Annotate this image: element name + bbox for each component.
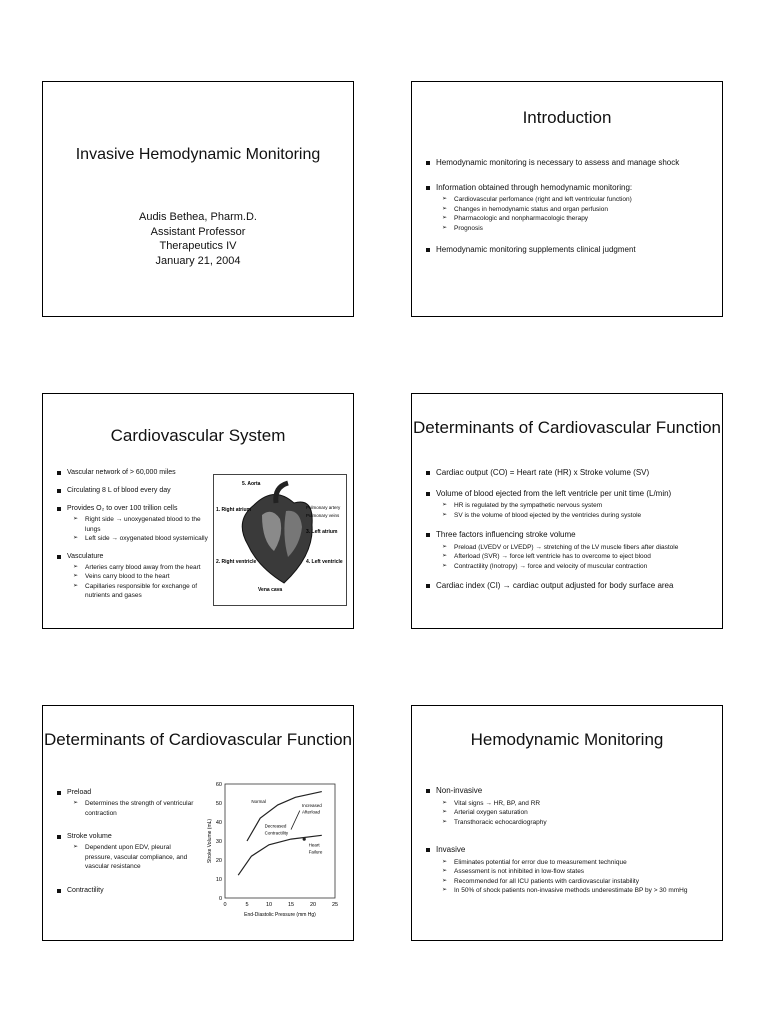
diagram-label: Pulmonary artery xyxy=(306,505,341,510)
bullet-item xyxy=(426,845,718,896)
frank-starling-chart-svg xyxy=(203,776,343,926)
bullet-item xyxy=(426,786,718,827)
bullet-text: Information obtained through hemodynamic monitoring: xyxy=(436,182,633,192)
y-tick-label: 50 xyxy=(215,801,222,807)
bullet-item xyxy=(426,530,718,571)
sub-bullet-item: ➢ Dependent upon EDV, pleural pressure, vascular compliance, and vascular resistance xyxy=(67,843,199,872)
slide-heading: Hemodynamic Monitoring xyxy=(470,730,664,749)
bullet-item: Cardiac index (CI) → cardiac output adjusted for body surface area xyxy=(426,581,718,592)
slide-heading: Cardiovascular System xyxy=(110,426,286,445)
sub-bullet-item: ➢ SV is the volume of blood ejected by the ventricles during systole xyxy=(436,511,718,521)
bullet-list xyxy=(57,788,199,902)
sub-bullet-item: ➢ Afterload (SVR) → force left ventricle has to overcome to eject blood xyxy=(436,552,718,562)
sub-bullet-item: ➢ Arteries carry blood away from the heart xyxy=(67,563,211,573)
slide-determinants-cardiovascular-function xyxy=(411,393,723,629)
slide-heading: Introduction xyxy=(522,108,612,127)
y-tick-label: 0 xyxy=(218,896,222,902)
bullet-item xyxy=(57,788,199,818)
heart-diagram xyxy=(213,474,347,606)
sub-bullet-item: ➢ HR is regulated by the sympathetic nervous system xyxy=(436,501,718,511)
diagram-label: 5. Aorta xyxy=(242,481,261,487)
sub-bullet-item: ➢ Transthoracic echocardiography xyxy=(436,818,718,828)
bullet-item: Cardiac output (CO) = Heart rate (HR) x Stroke volume (SV) xyxy=(426,468,718,479)
bullet-item xyxy=(57,552,211,601)
heart-diagram-svg xyxy=(214,475,346,605)
diagram-label: 3. Left atrium xyxy=(306,529,338,535)
sub-bullet-item: ➢ Contractility (Inotropy) → force and velocity of muscular contraction xyxy=(436,562,718,572)
bullet-text: Stroke volume xyxy=(67,833,112,840)
x-axis-label: End-Diastolic Pressure (mm Hg) xyxy=(244,912,316,918)
annotation-label: Failure xyxy=(308,849,323,855)
y-tick-label: 30 xyxy=(215,839,222,845)
bullet-item xyxy=(57,832,199,872)
plot-area xyxy=(225,784,335,898)
bullet-list xyxy=(426,158,716,263)
sub-bullet-list xyxy=(67,843,199,872)
slide-title-heading: Invasive Hemodynamic Monitoring xyxy=(75,146,321,163)
slide-heading: Determinants of Cardiovascular Function xyxy=(412,418,722,437)
presentation-date: January 21, 2004 xyxy=(155,254,241,267)
diagram-label: 1. Right atrium xyxy=(216,507,252,513)
diagram-label: Vena cava xyxy=(258,587,283,593)
y-tick-label: 20 xyxy=(215,858,222,864)
sub-bullet-item: ➢ Capillaries responsible for exchange of nutrients and gases xyxy=(67,582,211,601)
y-axis-label: Stroke Volume (mL) xyxy=(207,818,213,864)
diagram-label: 2. Right ventricle xyxy=(216,559,257,565)
bullet-item: Contractility xyxy=(57,886,199,895)
x-tick-label: 25 xyxy=(331,902,339,908)
author-name: Audis Bethea, Pharm.D. xyxy=(138,211,257,223)
annotation-label: Heart xyxy=(308,842,320,848)
bullet-item xyxy=(57,504,211,544)
slide-heading: Determinants of Cardiovascular Function xyxy=(43,730,353,749)
sub-bullet-item: ➢ Recommended for all ICU patients with cardiovascular instability xyxy=(436,877,718,887)
sub-bullet-list xyxy=(436,543,718,572)
diagram-label: 4. Left ventricle xyxy=(306,559,343,565)
sub-bullet-item: ➢ In 50% of shock patients non-invasive methods underestimate BP by > 30 mmHg xyxy=(436,886,718,896)
bullet-text: Provides O₂ to over 100 trillion cells xyxy=(67,505,178,512)
sub-bullet-item: ➢ Determines the strength of ventricular contraction xyxy=(67,799,199,818)
annotation-label: Increased xyxy=(302,802,322,808)
bullet-list xyxy=(426,468,718,599)
slide-introduction xyxy=(411,81,723,317)
x-tick-label: 20 xyxy=(309,902,317,908)
x-tick-label: 5 xyxy=(245,902,249,908)
bullet-text: Preload xyxy=(67,789,92,796)
sub-bullet-list xyxy=(436,195,716,233)
sub-bullet-item: ➢ Cardiovascular perfomance (right and left ventricular function) xyxy=(436,195,716,205)
sub-bullet-item: ➢ Left side → oxygenated blood systemically xyxy=(67,534,211,544)
y-tick-label: 40 xyxy=(215,820,222,826)
bullet-list xyxy=(426,786,718,903)
curve-point xyxy=(303,838,306,841)
sub-bullet-list xyxy=(67,799,199,818)
annotation-label: Normal xyxy=(251,799,266,804)
sub-bullet-list xyxy=(67,563,211,601)
diagram-label: Pulmonary veins xyxy=(306,513,340,518)
bullet-item xyxy=(426,489,718,521)
slide-cardiovascular-system xyxy=(42,393,354,629)
bullet-text: Volume of blood ejected from the left ventricle per unit time (L/min) xyxy=(436,488,672,498)
sub-bullet-item: ➢ Preload (LVEDV or LVEDP) → stretching of the LV muscle fibers after diastole xyxy=(436,543,718,553)
slide-determinants-frank-starling xyxy=(42,705,354,941)
sub-bullet-list xyxy=(67,515,211,544)
sub-bullet-list xyxy=(436,799,718,828)
annotation-label: Decreased xyxy=(264,823,287,829)
annotation-label: Afterload xyxy=(302,809,321,815)
sub-bullet-item: ➢ Assessment is not inhibited in low-flow states xyxy=(436,867,718,877)
bullet-text: Invasive xyxy=(436,845,466,854)
sub-bullet-item: ➢ Veins carry blood to the heart xyxy=(67,572,211,582)
x-tick-label: 0 xyxy=(223,902,227,908)
bullet-text: Vasculature xyxy=(67,552,104,560)
x-tick-label: 15 xyxy=(287,902,295,908)
bullet-text: Three factors influencing stroke volume xyxy=(436,530,576,539)
bullet-text: Non-invasive xyxy=(436,786,483,795)
sub-bullet-item: ➢ Right side → unoxygenated blood to the lungs xyxy=(67,515,211,534)
slide-hemodynamic-monitoring xyxy=(411,705,723,941)
author-position: Assistant Professor xyxy=(150,225,246,238)
frank-starling-chart xyxy=(203,776,343,926)
course-name: Therapeutics IV xyxy=(159,240,237,252)
sub-bullet-item: ➢ Pharmacologic and nonpharmacologic therapy xyxy=(436,214,716,224)
sub-bullet-item: ➢ Vital signs → HR, BP, and RR xyxy=(436,799,718,809)
sub-bullet-item: ➢ Eliminates potential for error due to measurement technique xyxy=(436,858,718,868)
sub-bullet-item: ➢ Prognosis xyxy=(436,224,716,234)
bullet-item: Hemodynamic monitoring is necessary to assess and manage shock xyxy=(426,158,716,169)
sub-bullet-list xyxy=(436,501,718,520)
author-block xyxy=(43,210,353,268)
bullet-item: Hemodynamic monitoring supplements clinical judgment xyxy=(426,245,716,256)
slide-title xyxy=(42,81,354,317)
sub-bullet-list xyxy=(436,858,718,896)
bullet-item: Vascular network of > 60,000 miles xyxy=(57,468,211,477)
annotation-label: Contractility xyxy=(264,830,289,836)
x-tick-label: 10 xyxy=(265,902,273,908)
sub-bullet-item: ➢ Changes in hemodynamic status and organ perfusion xyxy=(436,205,716,215)
sub-bullet-item: ➢ Arterial oxygen saturation xyxy=(436,808,718,818)
bullet-item xyxy=(426,183,716,234)
y-tick-label: 10 xyxy=(215,877,222,883)
bullet-list xyxy=(57,468,211,608)
y-tick-label: 60 xyxy=(215,782,222,788)
bullet-item: Circulating 8 L of blood every day xyxy=(57,486,211,495)
